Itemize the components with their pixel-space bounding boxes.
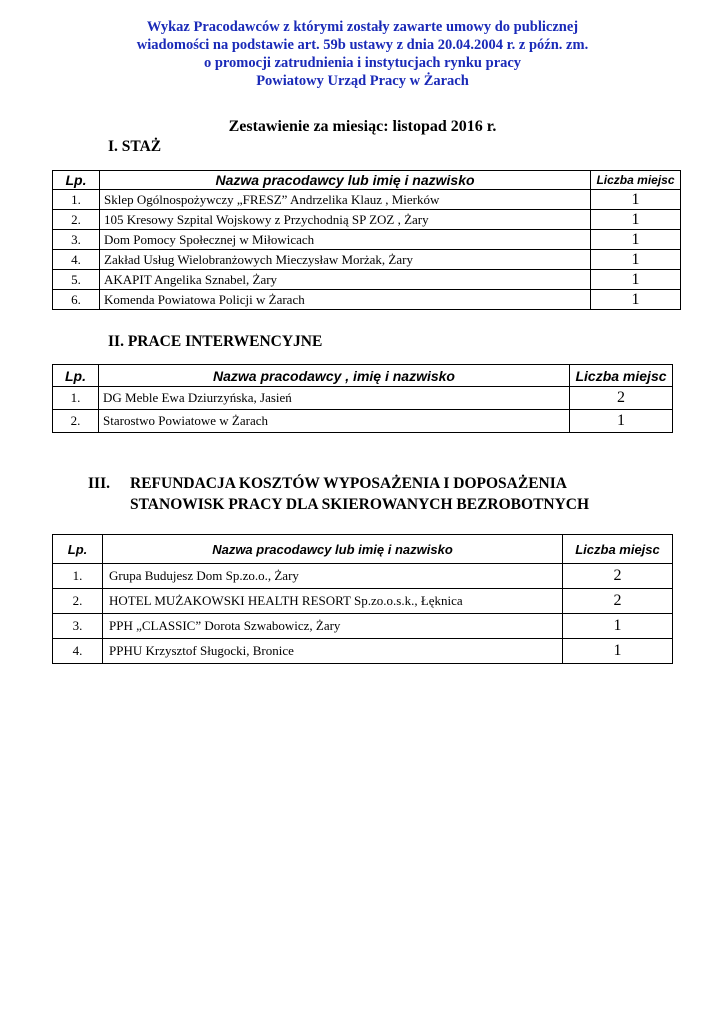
row-name: Starostwo Powiatowe w Żarach xyxy=(99,410,570,433)
row-name: Dom Pomocy Społecznej w Miłowicach xyxy=(100,230,591,250)
row-lp: 2. xyxy=(53,210,100,230)
row-lp: 2. xyxy=(53,410,99,433)
document-header xyxy=(0,18,725,90)
column-header-lp: Lp. xyxy=(53,171,100,190)
table-header-row xyxy=(53,535,673,564)
row-count: 2 xyxy=(570,387,673,410)
row-lp: 2. xyxy=(53,589,103,614)
section-3-number: III. xyxy=(88,475,110,492)
section-3-title-line: STANOWISK PRACY DLA SKIEROWANYCH BEZROBOTNYCH xyxy=(130,496,590,513)
row-lp: 3. xyxy=(53,230,100,250)
column-header-count: Liczba miejsc xyxy=(591,171,681,190)
table-row xyxy=(53,387,673,410)
table-row xyxy=(53,564,673,589)
row-count: 1 xyxy=(591,290,681,310)
header-line: o promocji zatrudnienia i instytucjach rynku pracy xyxy=(203,55,522,71)
table-row xyxy=(53,190,681,210)
section-1-table xyxy=(52,170,681,310)
section-2-table xyxy=(52,364,673,433)
row-count: 1 xyxy=(570,410,673,433)
column-header-lp: Lp. xyxy=(53,535,103,564)
row-name: 105 Kresowy Szpital Wojskowy z Przychodnią SP ZOZ , Żary xyxy=(100,210,591,230)
column-header-count: Liczba miejsc xyxy=(570,365,673,387)
row-name: PPHU Krzysztof Sługocki, Bronice xyxy=(103,639,563,664)
section-1-title: I. STAŻ xyxy=(108,138,162,155)
row-name: Zakład Usług Wielobranżowych Mieczysław Morżak, Żary xyxy=(100,250,591,270)
row-count: 1 xyxy=(563,614,673,639)
table-header-row xyxy=(53,171,681,190)
table-row xyxy=(53,614,673,639)
row-lp: 5. xyxy=(53,270,100,290)
section-3-table xyxy=(52,534,673,664)
row-name: HOTEL MUŻAKOWSKI HEALTH RESORT Sp.zo.o.s.k., Łęknica xyxy=(103,589,563,614)
header-line: Powiatowy Urząd Pracy w Żarach xyxy=(256,73,469,89)
column-header-name: Nazwa pracodawcy lub imię i nazwisko xyxy=(100,171,591,190)
row-name: DG Meble Ewa Dziurzyńska, Jasień xyxy=(99,387,570,410)
summary-heading: Zestawienie za miesiąc: listopad 2016 r. xyxy=(228,118,497,135)
section-3-title-line: REFUNDACJA KOSZTÓW WYPOSAŻENIA I DOPOSAŻENIA xyxy=(130,475,567,492)
row-lp: 3. xyxy=(53,614,103,639)
row-count: 1 xyxy=(591,190,681,210)
row-lp: 1. xyxy=(53,564,103,589)
row-count: 1 xyxy=(591,250,681,270)
row-lp: 4. xyxy=(53,250,100,270)
row-lp: 6. xyxy=(53,290,100,310)
row-count: 1 xyxy=(591,210,681,230)
section-3-title-text xyxy=(130,473,589,515)
section-2-title: II. PRACE INTERWENCYJNE xyxy=(108,333,323,350)
header-line: Wykaz Pracodawców z którymi zostały zawarte umowy do publicznej xyxy=(146,19,579,35)
row-lp: 4. xyxy=(53,639,103,664)
table-row xyxy=(53,250,681,270)
column-header-count: Liczba miejsc xyxy=(563,535,673,564)
row-count: 1 xyxy=(591,270,681,290)
row-name: Grupa Budujesz Dom Sp.zo.o., Żary xyxy=(103,564,563,589)
table-header-row xyxy=(53,365,673,387)
row-count: 1 xyxy=(563,639,673,664)
table-row xyxy=(53,290,681,310)
row-lp: 1. xyxy=(53,387,99,410)
row-count: 2 xyxy=(563,564,673,589)
table-row xyxy=(53,270,681,290)
table-row xyxy=(53,639,673,664)
header-line: wiadomości na podstawie art. 59b ustawy z dnia 20.04.2004 r. z późn. zm. xyxy=(136,37,589,53)
row-name: PPH „CLASSIC” Dorota Szwabowicz, Żary xyxy=(103,614,563,639)
table-row xyxy=(53,410,673,433)
table-row xyxy=(53,230,681,250)
column-header-name: Nazwa pracodawcy lub imię i nazwisko xyxy=(103,535,563,564)
row-count: 1 xyxy=(591,230,681,250)
row-name: Sklep Ogólnospożywczy „FRESZ” Andrzelika Klauz , Mierków xyxy=(100,190,591,210)
table-row xyxy=(53,210,681,230)
row-name: AKAPIT Angelika Sznabel, Żary xyxy=(100,270,591,290)
table-row xyxy=(53,589,673,614)
column-header-name: Nazwa pracodawcy , imię i nazwisko xyxy=(99,365,570,387)
row-count: 2 xyxy=(563,589,673,614)
row-lp: 1. xyxy=(53,190,100,210)
column-header-lp: Lp. xyxy=(53,365,99,387)
row-name: Komenda Powiatowa Policji w Żarach xyxy=(100,290,591,310)
